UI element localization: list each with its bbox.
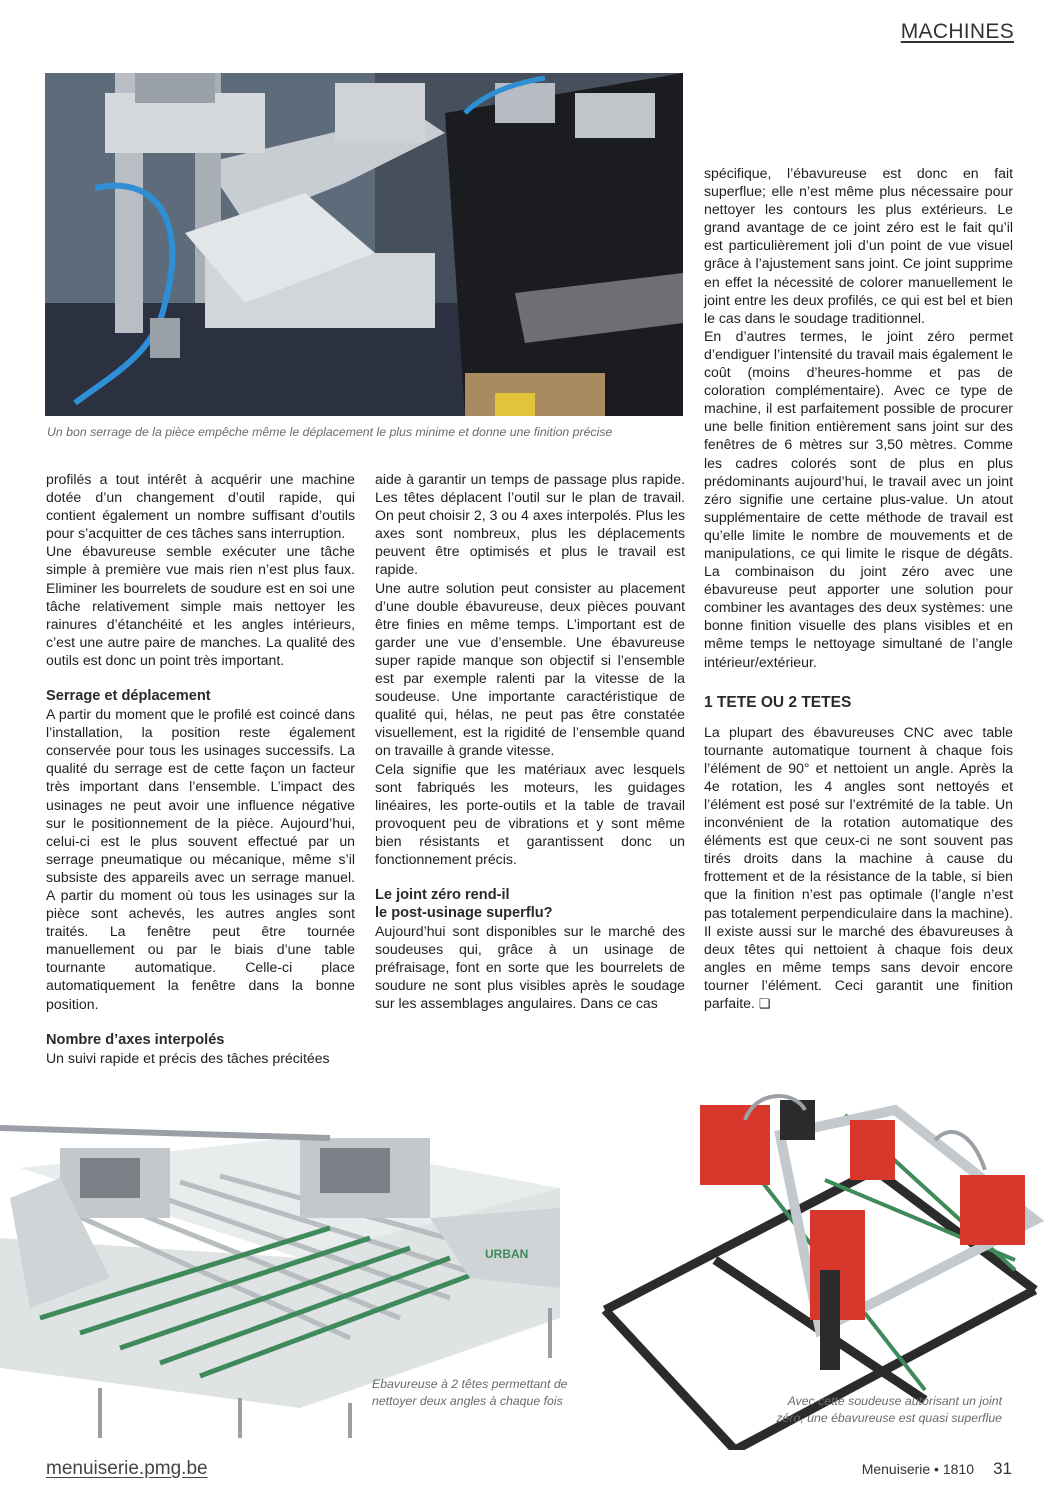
photo-caption-top: Un bon serrage de la pièce empêche même le déplacement le plus minime et donne une finition précise <box>47 425 613 439</box>
publication-issue: Menuiserie • 1810 <box>861 1461 974 1477</box>
paragraph: Aujourd’hui sont disponibles sur le marché des soudeuses qui, grâce à un usinage de préfraisage, font en sorte que les bourrelets de soudure ne sont plus visibles après le soudage sur les assemblages angulaires. Dans ce cas <box>375 923 685 1012</box>
paragraph: Un suivi rapide et précis des tâches précitées <box>46 1049 330 1066</box>
paragraph: Une autre solution peut consister au placement d’une double ébavureuse, deux pièces pouvant être finies en même temps. L’important est de garder une vue d’ensemble. Une ébavureuse super rapide manque son objectif si l’ensemble est par exemple ralenti par la vitesse de la soudeuse. Une importante caractéristique de qualité qui, hélas, ne peut pas être constatée visuellement, est la rigidité de l’ensemble quand on travaille à grande vitesse. <box>375 579 685 759</box>
photo-caption-bottom-right: Avec cette soudeuse autorisant un joint zéro, une ébavureuse est quasi superflue <box>776 1394 1002 1425</box>
paragraph-text: La plupart des ébavureuses CNC avec table tournante automatique tournent à chaque fois l’élément de 90° et nettoient un angle. Après la 4e rotation, les 4 angles sont nettoyés et l’élément est posé sur l’extrémité de la table. Un inconvénient de la rotation automatique des éléments est que ceux-ci ne sont souvent pas tirés droits dans la machine à cause du frottement et de la résistance de la table, si bien que la finition n’est pas optimale (l’angle n’est pas totalement perpendiculaire dans la machine). Il existe aussi sur le marché des ébavureuses à deux têtes qui nettoient à chaque fois deux angles en même temps sans devoir encore tourner l’élément. Ceci garantit une finition parfaite. <box>704 723 1013 1012</box>
end-mark-icon: ❑ <box>758 996 771 1012</box>
brand-logo: URBAN <box>485 1247 529 1261</box>
paragraph: Une ébavureuse semble exécuter une tâche simple à première vue mais rien n’est plus faux. Eliminer les bourrelets de soudure est en soi une tâche relativement simple mais nettoyer les rainures d’étanchéité et les angles intérieurs, c’est une autre paire de manches. La qualité des outils est donc un point très important. <box>46 543 355 668</box>
article-column-3 <box>704 164 1013 1013</box>
subheading-serrage: Serrage et déplacement <box>46 688 211 705</box>
subheading-tetes: 1 TETE OU 2 TETES <box>704 693 852 711</box>
website-link[interactable]: menuiserie.pmg.be <box>46 1458 208 1479</box>
section-tag: MACHINES <box>900 20 1014 43</box>
article-column-1 <box>46 470 355 1067</box>
paragraph: Cela signifie que les matériaux avec lesquels sont fabriqués les moteurs, les guidages linéaires, les porte-outils et la table de travail provoquent peu de vibrations et y sont même bien résistants et garantissent donc un fonctionnement précis. <box>375 760 685 867</box>
paragraph: spécifique, l’ébavureuse est donc en fait superflue; elle n’est même plus nécessaire pour nettoyer les contours les plus extérieurs. Le grand avantage de ce joint zéro est le fait qu’il est particulièrement joli d’un point de vue visuel grâce à l’ajustement sans joint. Ce joint supprime en effet la nécessité de colorer manuellement le joint entre les deux profilés, ce qui est bel et bien le cas dans le soudage traditionnel. <box>704 165 1013 326</box>
paragraph: A partir du moment que le profilé est coincé dans l’installation, la position reste également conservée pour tous les usinages successifs. La qualité du serrage est de cette façon un facteur très important dans l’ensemble. L’impact des usinages ne peut avoir une influence négative sur le positionnement de la pièce. Aujourd’hui, celui-ci est le plus souvent effectué par un serrage pneumatique ou mécanique, même s’il subsiste des appareils avec un serrage manuel. A partir du moment où tous les usinages sur la pièce sont achevés, les autres angles sont traités. La fenêtre peut être tournée manuellement ou par le biais d’une table tournante automatique. Celle-ci place automatiquement la fenêtre dans la bonne position. <box>46 706 355 1012</box>
photo-caption-bottom-left: Ebavureuse à 2 têtes permettant de nettoyer deux angles à chaque fois <box>372 1377 568 1408</box>
subheading-joint-line-2: le post-usinage superflu? <box>375 905 553 922</box>
machine-clamp-photo <box>45 73 683 416</box>
paragraph: aide à garantir un temps de passage plus rapide. Les têtes déplacent l’outil sur le plan de travail. On peut choisir 2, 3 ou 4 axes interpolés. Plus les axes sont nombreux, plus les déplacements peuvent être optimisés et plus le travail est rapide. <box>375 471 685 578</box>
subheading-joint-line-1: Le joint zéro rend-il <box>375 887 510 904</box>
article-column-2 <box>375 470 685 1013</box>
subheading-axes: Nombre d’axes interpolés <box>46 1031 225 1048</box>
paragraph: En d’autres termes, le joint zéro permet d’endiguer l’intensité du travail mais également le coût (moins d’heures-homme et pas de coloration complémentaire). Avec ce type de machine, il est parfaitement possible de procurer une belle finition entièrement sans joint sur des fenêtres de 6 mètres sur 3,50 mètres. Comme les cadres colorés sont de plus en plus prédominants aujourd’hui, le travail avec un joint zéro signifie une certaine plus-value. Un atout supplémentaire de cette méthode de travail est qu’elle limite le nombre de mouvements et de manipulations, ce qui limite le risque de dégâts. La combinaison du joint zéro avec une ébavureuse peut apporter une solution pour combiner les avantages des deux systèmes: une bonne finition visuelle des plans visibles et en même temps le nettoyage simultané de l’angle intérieur/extérieur. <box>704 327 1013 670</box>
page-number: 31 <box>993 1459 1012 1478</box>
paragraph: profilés a tout intérêt à acquérir une machine dotée d’un changement d’outil rapide, qui contient également un nombre suffisant d’outils pour s’acquitter de ces tâches sans interruption. <box>46 471 355 542</box>
paragraph-final <box>704 723 1013 1014</box>
